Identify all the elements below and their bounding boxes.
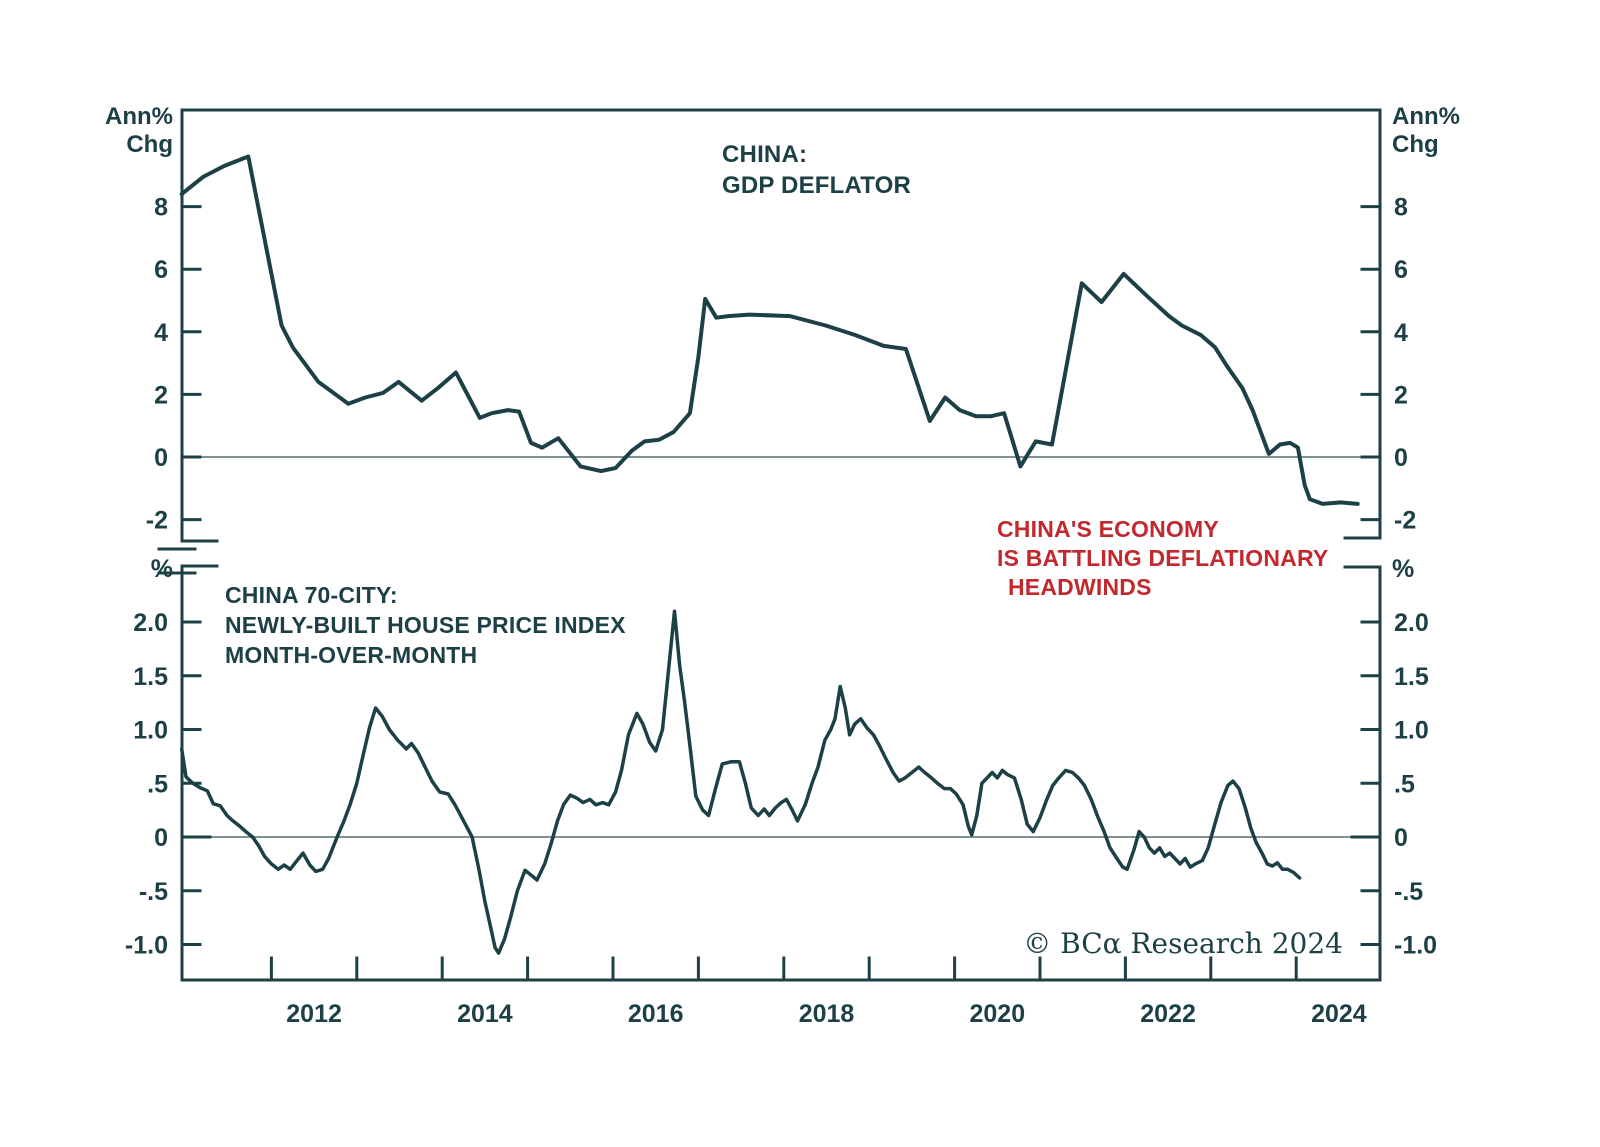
bottom-y-tick-label-right: 2.0 <box>1394 609 1429 637</box>
x-axis-year-label: 2018 <box>798 1000 855 1028</box>
top-y-axis-unit-left <box>60 103 173 159</box>
y-axis-unit-line: Ann% <box>105 103 173 130</box>
top-y-tick-label-left: 0 <box>154 444 168 472</box>
annotation-line: CHINA'S ECONOMY <box>997 516 1219 542</box>
x-axis-year-label: 2014 <box>457 1000 513 1028</box>
top-y-tick-label-right: 4 <box>1394 318 1408 347</box>
top-chart-title <box>722 139 911 201</box>
bottom-y-tick-label-left: 1.5 <box>133 662 168 691</box>
top-y-tick-label-left: 2 <box>154 381 168 410</box>
bottom-y-axis-unit-right: % <box>1392 555 1415 583</box>
bottom-y-tick-label-right: 1.5 <box>1394 662 1429 691</box>
bottom-chart-title <box>225 580 626 670</box>
bottom-y-tick-label-right: -1.0 <box>1394 931 1438 960</box>
bottom-y-tick-label-left: 1.0 <box>133 716 168 745</box>
bottom-chart-title-line: CHINA 70-CITY: <box>225 582 398 608</box>
bottom-chart-title-line: MONTH-OVER-MONTH <box>225 642 478 668</box>
bottom-y-tick-label-right: 1.0 <box>1394 716 1429 745</box>
top-y-tick-label-left: 4 <box>154 318 168 347</box>
x-axis-year-label: 2020 <box>969 1000 1026 1028</box>
bottom-y-tick-label-left: .5 <box>147 770 168 799</box>
top-y-tick-label-right: 0 <box>1394 444 1408 472</box>
top-y-tick-label-right: 8 <box>1394 193 1408 222</box>
top-chart-title-line: GDP DEFLATOR <box>722 172 912 199</box>
top-y-tick-label-right: -2 <box>1394 506 1417 535</box>
top-y-tick-label-left: 8 <box>154 193 168 222</box>
x-axis-year-label: 2024 <box>1311 1000 1367 1028</box>
top-y-tick-label-right: 2 <box>1394 381 1408 410</box>
top-y-axis-unit-right <box>1392 103 1460 159</box>
y-axis-unit-line: Chg <box>126 131 173 158</box>
bottom-chart-title-line: NEWLY-BUILT HOUSE PRICE INDEX <box>225 612 626 638</box>
annotation-line: HEADWINDS <box>1008 574 1152 600</box>
y-axis-unit-line: Ann% <box>1392 103 1460 130</box>
copyright-notice: © BCα Research 2024 <box>1023 927 1343 960</box>
bottom-y-axis-unit-left: % <box>150 555 173 583</box>
bottom-y-tick-label-left: -1.0 <box>124 931 168 960</box>
bottom-y-tick-label-left: 2.0 <box>133 609 168 637</box>
x-axis-year-label: 2022 <box>1140 1000 1196 1028</box>
top-chart-title-line: CHINA: <box>722 141 808 168</box>
top-y-tick-label-left: 6 <box>154 256 168 285</box>
bottom-y-tick-label-left: -.5 <box>138 877 168 906</box>
x-axis-year-label: 2012 <box>286 1000 342 1028</box>
bottom-y-tick-label-right: .5 <box>1394 770 1415 799</box>
y-axis-unit-line: Chg <box>1392 131 1439 158</box>
bottom-y-tick-label-right: 0 <box>1394 824 1408 852</box>
top-y-tick-label-right: 6 <box>1394 256 1408 285</box>
deflation-annotation <box>997 515 1328 602</box>
top-y-tick-label-left: -2 <box>145 506 168 535</box>
annotation-line: IS BATTLING DEFLATIONARY <box>997 545 1329 571</box>
bottom-y-tick-label-right: -.5 <box>1394 877 1424 906</box>
bottom-y-tick-label-left: 0 <box>154 824 168 852</box>
x-axis-year-label: 2016 <box>627 1000 684 1028</box>
gdp-deflator-line <box>182 157 1358 504</box>
